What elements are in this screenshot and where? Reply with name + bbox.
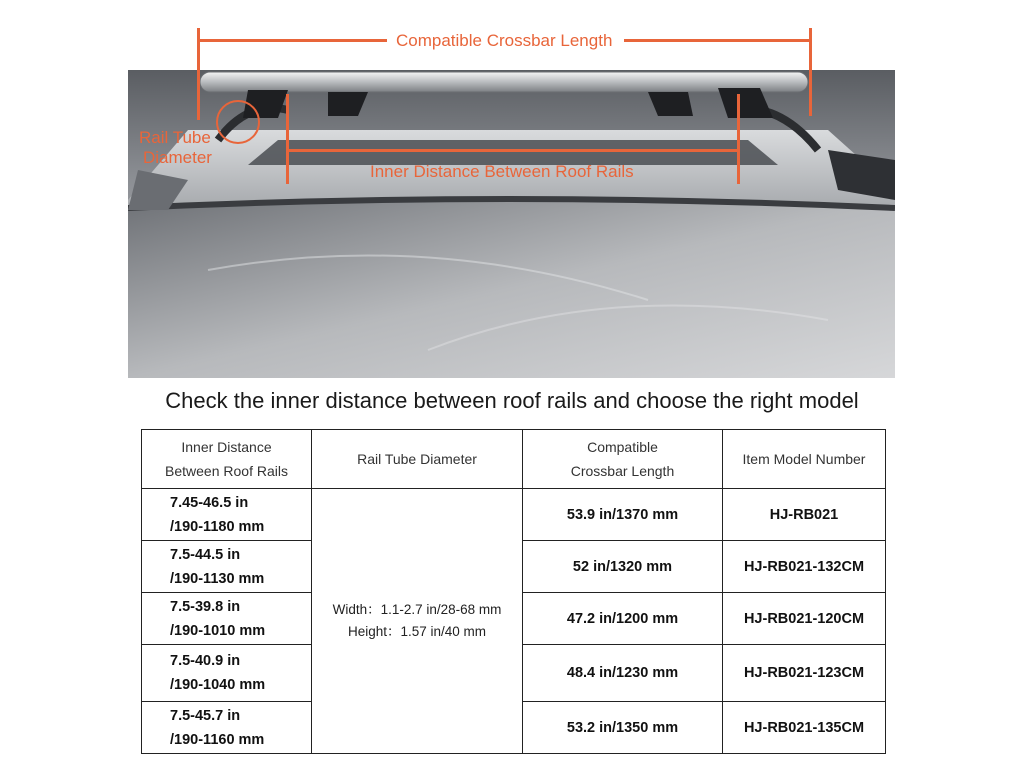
model-cell: HJ-RB021 (723, 489, 886, 541)
inner-distance-mm: /190-1010 mm (170, 622, 266, 639)
inner-distance-mm: /190-1040 mm (170, 677, 266, 693)
headline: Check the inner distance between roof rails and choose the right model (165, 388, 859, 413)
table-header-row (142, 430, 886, 489)
crossbar-length-line-left (197, 39, 387, 42)
crossbar-cell: 53.2 in/1350 mm (523, 702, 723, 754)
inner-distance-label: Inner Distance Between Roof Rails (370, 162, 634, 181)
header-inner-distance-line2: Between Roof Rails (165, 463, 288, 479)
inner-distance-in: 7.5-45.7 in (170, 707, 241, 724)
inner-distance-cell (142, 541, 312, 593)
rail-tube-height: Height：1.57 in/40 mm (347, 624, 487, 639)
header-inner-distance-line1: Inner Distance (181, 439, 272, 455)
inner-distance-in: 7.45-46.5 in (170, 494, 249, 511)
crossbar-cell: 53.9 in/1370 mm (523, 489, 723, 541)
model-spec-table (141, 429, 886, 754)
inner-distance-in: 7.5-40.9 in (170, 653, 241, 669)
model-cell: HJ-RB021-132CM (723, 541, 886, 593)
crossbar-length-line-right (624, 39, 812, 42)
inner-distance-mm: /190-1180 mm (170, 518, 265, 535)
inner-distance-mm: /190-1160 mm (170, 731, 265, 748)
inner-distance-cell (142, 593, 312, 645)
crossbar-cell: 47.2 in/1200 mm (523, 593, 723, 645)
rail-tube-label-line2: Diameter (143, 148, 212, 167)
rail-tube-cell (312, 489, 523, 754)
inner-distance-mm: /190-1130 mm (170, 570, 265, 587)
inner-distance-cell (142, 702, 312, 754)
model-cell: HJ-RB021-135CM (723, 702, 886, 754)
model-cell: HJ-RB021-123CM (723, 645, 886, 702)
rail-tube-width: Width：1.1-2.7 in/28-68 mm (332, 602, 502, 617)
inner-distance-cell (142, 645, 312, 702)
inner-distance-cell (142, 489, 312, 541)
model-cell: HJ-RB021-120CM (723, 593, 886, 645)
inner-distance-in: 7.5-39.8 in (170, 598, 241, 615)
header-rail-tube: Rail Tube Diameter (312, 430, 523, 489)
inner-distance-left-marker (286, 94, 289, 184)
crossbar-cell: 52 in/1320 mm (523, 541, 723, 593)
crossbar-cell: 48.4 in/1230 mm (523, 645, 723, 702)
header-crossbar-line2: Crossbar Length (570, 463, 675, 479)
rail-tube-circle-marker (216, 100, 260, 144)
header-crossbar-line1: Compatible (587, 439, 658, 455)
inner-distance-in: 7.5-44.5 in (170, 546, 241, 563)
inner-distance-right-marker (737, 94, 740, 184)
header-crossbar (523, 430, 723, 489)
crossbar-length-label: Compatible Crossbar Length (396, 31, 613, 50)
header-inner-distance (142, 430, 312, 489)
header-model: Item Model Number (723, 430, 886, 489)
table-row (142, 489, 886, 541)
rail-tube-label-line1: Rail Tube (139, 128, 211, 147)
inner-distance-line-left (286, 149, 739, 152)
